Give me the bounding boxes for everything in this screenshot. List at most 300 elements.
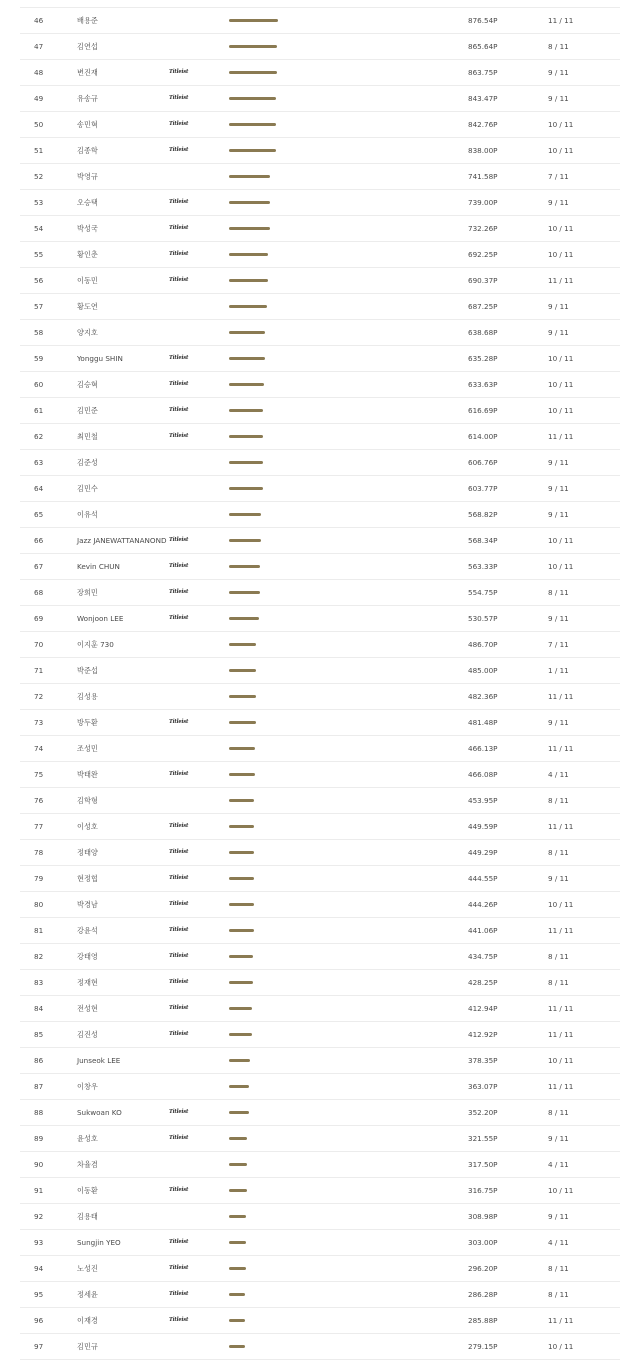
points-bar [229,747,255,750]
ranking-row[interactable] [20,1178,620,1204]
points-value: 486.70P [468,640,498,649]
player-name[interactable]: 정재현 [77,978,98,987]
ranking-row[interactable] [20,554,620,580]
player-name[interactable]: Junseok LEE [77,1056,121,1065]
rank-number: 56 [34,276,44,285]
events-count: 10 / 11 [548,120,574,129]
ranking-row[interactable] [20,996,620,1022]
player-name[interactable]: 이창우 [77,1082,98,1091]
events-count: 8 / 11 [548,1264,569,1273]
points-bar [229,45,277,48]
titleist-logo-icon: Titleist [169,615,189,621]
rank-number: 88 [34,1108,44,1117]
ranking-row[interactable] [20,736,620,762]
points-bar [229,903,254,906]
ranking-row[interactable] [20,372,620,398]
player-name[interactable]: 박태완 [77,770,98,779]
player-name[interactable]: 황도연 [77,302,98,311]
points-value: 838.00P [468,146,498,155]
ranking-row[interactable] [20,1308,620,1334]
points-value: 635.28P [468,354,498,363]
player-name[interactable]: 김민수 [77,484,98,493]
ranking-row[interactable] [20,1256,620,1282]
titleist-logo-icon: Titleist [169,953,189,959]
ranking-row[interactable] [20,450,620,476]
ranking-row[interactable] [20,1282,620,1308]
ranking-row[interactable] [20,1334,620,1360]
rank-number: 49 [34,94,44,103]
player-name[interactable]: 유송규 [77,94,98,103]
titleist-logo-icon: Titleist [169,901,189,907]
events-count: 7 / 11 [548,640,569,649]
ranking-row[interactable] [20,216,620,242]
events-count: 9 / 11 [548,458,569,467]
player-name[interactable]: 정세윤 [77,1290,98,1299]
titleist-logo-icon: Titleist [169,433,189,439]
ranking-row[interactable] [20,1230,620,1256]
events-count: 10 / 11 [548,146,574,155]
rank-number: 73 [34,718,44,727]
events-count: 10 / 11 [548,380,574,389]
rank-number: 52 [34,172,44,181]
rank-number: 78 [34,848,44,857]
titleist-logo-icon: Titleist [169,563,189,569]
events-count: 10 / 11 [548,536,574,545]
player-name[interactable]: 윤성호 [77,1134,98,1143]
points-value: 603.77P [468,484,498,493]
rank-number: 87 [34,1082,44,1091]
rank-number: 68 [34,588,44,597]
player-name[interactable]: 차율겸 [77,1160,98,1169]
points-value: 352.20P [468,1108,498,1117]
points-bar [229,71,277,74]
rank-number: 96 [34,1316,44,1325]
rank-number: 48 [34,68,44,77]
player-name[interactable]: 현정협 [77,874,98,883]
points-bar [229,1215,246,1218]
points-bar [229,929,254,932]
ranking-row[interactable] [20,866,620,892]
events-count: 8 / 11 [548,848,569,857]
ranking-row[interactable] [20,1022,620,1048]
rank-number: 74 [34,744,44,753]
points-value: 732.26P [468,224,498,233]
ranking-row[interactable] [20,528,620,554]
points-value: 482.36P [468,692,498,701]
titleist-logo-icon: Titleist [169,69,189,75]
titleist-logo-icon: Titleist [169,225,189,231]
titleist-logo-icon: Titleist [169,1291,189,1297]
player-name[interactable]: 장희민 [77,588,98,597]
points-bar [229,1189,247,1192]
events-count: 11 / 11 [548,1030,574,1039]
player-name[interactable]: Yonggu SHIN [77,354,123,363]
points-bar [229,981,253,984]
rank-number: 61 [34,406,44,415]
points-bar [229,409,263,412]
player-name[interactable]: 김민규 [77,1342,98,1351]
rank-number: 90 [34,1160,44,1169]
points-bar [229,357,265,360]
events-count: 8 / 11 [548,1290,569,1299]
points-bar [229,305,267,308]
events-count: 10 / 11 [548,250,574,259]
titleist-logo-icon: Titleist [169,1031,189,1037]
events-count: 9 / 11 [548,94,569,103]
points-value: 568.82P [468,510,498,519]
points-value: 444.26P [468,900,498,909]
events-count: 11 / 11 [548,1004,574,1013]
ranking-row[interactable] [20,164,620,190]
player-name[interactable]: Kevin CHUN [77,562,120,571]
ranking-row[interactable] [20,632,620,658]
points-bar [229,643,256,646]
points-bar [229,1007,252,1010]
events-count: 8 / 11 [548,42,569,51]
ranking-row[interactable] [20,788,620,814]
points-value: 428.25P [468,978,498,987]
titleist-logo-icon: Titleist [169,199,189,205]
points-bar [229,435,263,438]
player-name[interactable]: 이지훈 730 [77,640,114,649]
titleist-logo-icon: Titleist [169,927,189,933]
events-count: 4 / 11 [548,1160,569,1169]
titleist-logo-icon: Titleist [169,719,189,725]
events-count: 10 / 11 [548,224,574,233]
player-name[interactable]: 박경남 [77,900,98,909]
ranking-row[interactable] [20,1100,620,1126]
player-name[interactable]: 양지호 [77,328,98,337]
ranking-row[interactable] [20,892,620,918]
rank-number: 83 [34,978,44,987]
points-value: 279.15P [468,1342,498,1351]
events-count: 10 / 11 [548,562,574,571]
points-bar [229,877,254,880]
player-name[interactable]: 전성현 [77,1004,98,1013]
points-bar [229,19,278,22]
points-value: 444.55P [468,874,498,883]
rank-number: 55 [34,250,44,259]
player-name[interactable]: 오승택 [77,198,98,207]
player-name[interactable]: Jazz JANEWATTANANOND [77,536,167,545]
events-count: 11 / 11 [548,432,574,441]
ranking-row[interactable] [20,398,620,424]
rank-number: 97 [34,1342,44,1351]
ranking-row[interactable] [20,34,620,60]
ranking-row[interactable] [20,320,620,346]
rank-number: 65 [34,510,44,519]
rank-number: 94 [34,1264,44,1273]
points-bar [229,1267,246,1270]
ranking-row[interactable] [20,86,620,112]
points-value: 286.28P [468,1290,498,1299]
titleist-logo-icon: Titleist [169,381,189,387]
player-name[interactable]: 정태양 [77,848,98,857]
player-name[interactable]: Sungjin YEO [77,1238,121,1247]
ranking-row[interactable] [20,0,620,8]
ranking-row[interactable] [20,268,620,294]
titleist-logo-icon: Titleist [169,589,189,595]
events-count: 4 / 11 [548,1238,569,1247]
points-bar [229,1241,246,1244]
ranking-row[interactable] [20,1074,620,1100]
points-bar [229,955,253,958]
ranking-row[interactable] [20,502,620,528]
player-name[interactable]: 김진성 [77,1030,98,1039]
ranking-row[interactable] [20,918,620,944]
ranking-row[interactable] [20,580,620,606]
player-name[interactable]: 강태영 [77,952,98,961]
rank-number: 51 [34,146,44,155]
player-name[interactable]: 이성호 [77,822,98,831]
ranking-row[interactable] [20,1048,620,1074]
rank-number: 58 [34,328,44,337]
titleist-logo-icon: Titleist [169,277,189,283]
player-name[interactable]: 박준섭 [77,666,98,675]
player-name[interactable]: Wonjoon LEE [77,614,124,623]
player-name[interactable]: 노성진 [77,1264,98,1273]
points-bar [229,97,276,100]
rank-number: 47 [34,42,44,51]
player-name[interactable]: 변진재 [77,68,98,77]
ranking-row[interactable] [20,242,620,268]
points-value: 739.00P [468,198,498,207]
player-name[interactable]: 김연섭 [77,42,98,51]
points-value: 317.50P [468,1160,498,1169]
points-bar [229,1111,249,1114]
ranking-row[interactable] [20,606,620,632]
points-bar [229,1085,249,1088]
ranking-row[interactable] [20,424,620,450]
player-name[interactable]: 최민철 [77,432,98,441]
events-count: 11 / 11 [548,16,574,25]
events-count: 10 / 11 [548,354,574,363]
titleist-logo-icon: Titleist [169,355,189,361]
titleist-logo-icon: Titleist [169,121,189,127]
points-value: 296.20P [468,1264,498,1273]
points-value: 434.75P [468,952,498,961]
points-bar [229,1293,245,1296]
ranking-row[interactable] [20,60,620,86]
events-count: 8 / 11 [548,1108,569,1117]
rank-number: 66 [34,536,44,545]
rank-number: 75 [34,770,44,779]
titleist-logo-icon: Titleist [169,147,189,153]
ranking-row[interactable] [20,814,620,840]
points-bar [229,487,263,490]
player-name[interactable]: 이재경 [77,1316,98,1325]
titleist-logo-icon: Titleist [169,1187,189,1193]
rank-number: 50 [34,120,44,129]
points-value: 568.34P [468,536,498,545]
points-value: 876.54P [468,16,498,25]
points-bar [229,565,260,568]
points-bar [229,539,261,542]
rank-number: 89 [34,1134,44,1143]
events-count: 7 / 11 [548,172,569,181]
events-count: 9 / 11 [548,328,569,337]
player-name[interactable]: 이유석 [77,510,98,519]
points-bar [229,201,270,204]
player-name[interactable]: Sukwoan KO [77,1108,122,1117]
ranking-row[interactable] [20,684,620,710]
player-name[interactable]: 박영규 [77,172,98,181]
points-value: 363.07P [468,1082,498,1091]
events-count: 9 / 11 [548,1134,569,1143]
player-name[interactable]: 강윤석 [77,926,98,935]
points-bar [229,669,256,672]
events-count: 9 / 11 [548,718,569,727]
events-count: 10 / 11 [548,1342,574,1351]
ranking-row[interactable] [20,762,620,788]
player-name[interactable]: 김학형 [77,796,98,805]
events-count: 10 / 11 [548,900,574,909]
points-bar [229,253,268,256]
ranking-row[interactable] [20,294,620,320]
events-count: 9 / 11 [548,510,569,519]
events-count: 9 / 11 [548,68,569,77]
points-bar [229,279,268,282]
player-name[interactable]: 김승혁 [77,380,98,389]
ranking-row[interactable] [20,1126,620,1152]
points-value: 485.00P [468,666,498,675]
events-count: 11 / 11 [548,276,574,285]
events-count: 8 / 11 [548,796,569,805]
rank-number: 77 [34,822,44,831]
points-value: 563.33P [468,562,498,571]
points-bar [229,1163,247,1166]
points-bar [229,513,261,516]
points-bar [229,851,254,854]
points-bar [229,123,276,126]
points-bar [229,799,254,802]
points-value: 614.00P [468,432,498,441]
titleist-logo-icon: Titleist [169,875,189,881]
player-name[interactable]: 김성용 [77,692,98,701]
points-value: 690.37P [468,276,498,285]
ranking-row[interactable] [20,190,620,216]
events-count: 11 / 11 [548,1082,574,1091]
points-value: 308.98P [468,1212,498,1221]
events-count: 10 / 11 [548,1186,574,1195]
ranking-row[interactable] [20,8,620,34]
points-value: 530.57P [468,614,498,623]
player-name[interactable]: 황인춘 [77,250,98,259]
player-name[interactable]: 김민준 [77,406,98,415]
points-bar [229,695,256,698]
ranking-row[interactable] [20,476,620,502]
rank-number: 81 [34,926,44,935]
rank-number [34,0,43,7]
rank-number: 95 [34,1290,44,1299]
points-bar [229,617,259,620]
rank-number: 62 [34,432,44,441]
player-name[interactable]: 김준성 [77,458,98,467]
points-bar [229,1059,250,1062]
titleist-logo-icon: Titleist [169,1317,189,1323]
events-count: 9 / 11 [548,614,569,623]
player-name[interactable]: 배용준 [77,16,98,25]
ranking-list [20,0,620,1360]
rank-number: 67 [34,562,44,571]
titleist-logo-icon: Titleist [169,537,189,543]
titleist-logo-icon: Titleist [169,1135,189,1141]
events-count: 1 / 11 [548,666,569,675]
ranking-row[interactable] [20,1152,620,1178]
rank-number: 72 [34,692,44,701]
points-value: 633.63P [468,380,498,389]
points-value: 285.88P [468,1316,498,1325]
ranking-row[interactable] [20,710,620,736]
events-count: 10 / 11 [548,1056,574,1065]
rank-number: 69 [34,614,44,623]
ranking-row[interactable] [20,840,620,866]
titleist-logo-icon: Titleist [169,979,189,985]
events-count: 11 / 11 [548,1316,574,1325]
points-value: 692.25P [468,250,498,259]
player-name[interactable]: 방두환 [77,718,98,727]
points-bar [229,591,260,594]
rank-number: 79 [34,874,44,883]
points-value: 316.75P [468,1186,498,1195]
points-value: 687.25P [468,302,498,311]
player-name[interactable]: 송민혁 [77,120,98,129]
ranking-row[interactable] [20,944,620,970]
player-name[interactable]: 박성국 [77,224,98,233]
ranking-row[interactable] [20,658,620,684]
rank-number: 63 [34,458,44,467]
ranking-row[interactable] [20,112,620,138]
points-value: 321.55P [468,1134,498,1143]
titleist-logo-icon: Titleist [169,849,189,855]
events-count: 9 / 11 [548,484,569,493]
player-name[interactable]: 이동민 [77,276,98,285]
rank-number: 76 [34,796,44,805]
rank-number: 85 [34,1030,44,1039]
rank-number: 92 [34,1212,44,1221]
events-count: 8 / 11 [548,588,569,597]
points-value: 449.29P [468,848,498,857]
rank-number: 59 [34,354,44,363]
player-name[interactable]: 조성민 [77,744,98,753]
rank-number: 64 [34,484,44,493]
events-count: 11 / 11 [548,822,574,831]
ranking-row[interactable] [20,1204,620,1230]
points-bar [229,1137,247,1140]
player-name[interactable]: 이동환 [77,1186,98,1195]
points-bar [229,227,270,230]
rank-number: 86 [34,1056,44,1065]
points-value: 863.75P [468,68,498,77]
rank-number: 71 [34,666,44,675]
events-count: 4 / 11 [548,770,569,779]
points-bar [229,383,264,386]
points-value: 616.69P [468,406,498,415]
player-name[interactable]: 김종학 [77,146,98,155]
ranking-row[interactable] [20,138,620,164]
points-value: 441.06P [468,926,498,935]
points-value: 412.94P [468,1004,498,1013]
events-count: 9 / 11 [548,874,569,883]
events-count: 9 / 11 [548,1212,569,1221]
ranking-row[interactable] [20,346,620,372]
rank-number: 84 [34,1004,44,1013]
ranking-row[interactable] [20,970,620,996]
points-bar [229,331,265,334]
player-name[interactable]: 김용태 [77,1212,98,1221]
titleist-logo-icon: Titleist [169,1265,189,1271]
points-bar [229,175,270,178]
